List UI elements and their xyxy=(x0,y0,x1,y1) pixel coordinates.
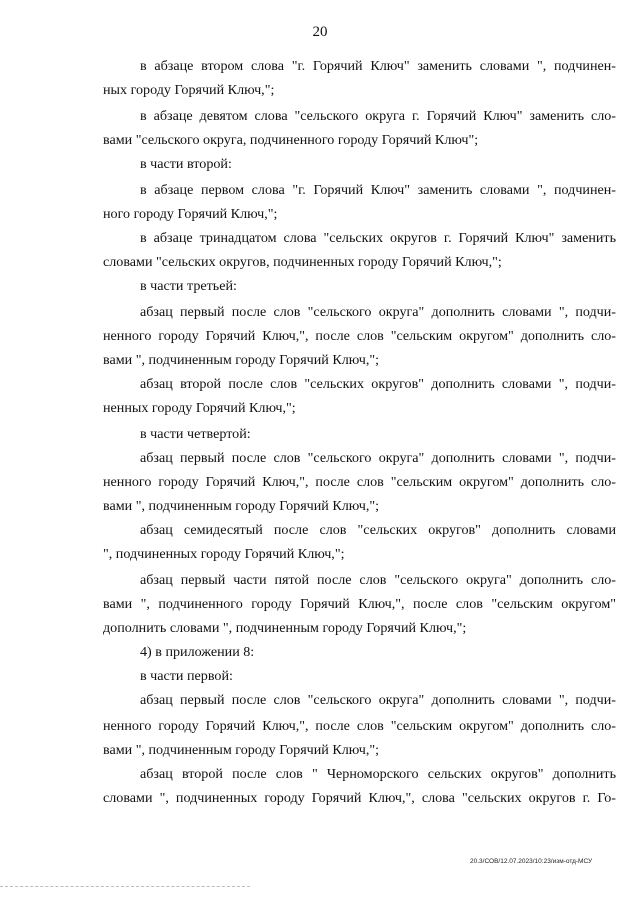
text-line: дополнить словами ", подчиненным городу Горячий Ключ,"; xyxy=(103,620,467,636)
text-line: в части первой: xyxy=(140,668,233,684)
text-line: в части четвертой: xyxy=(140,426,251,442)
text-line: абзац второй после слов "сельских округов" дополнить словами ", подчи- xyxy=(140,376,616,392)
text-line: 4) в приложении 8: xyxy=(140,644,255,660)
text-line: ", подчиненных городу Горячий Ключ,"; xyxy=(103,546,345,562)
text-line: словами "сельских округов, подчиненных городу Горячий Ключ,"; xyxy=(103,254,502,270)
text-line: абзац первый части пятой после слов "сельского округа" дополнить сло- xyxy=(140,572,616,588)
text-line: вами ", подчиненным городу Горячий Ключ,"; xyxy=(103,498,380,514)
text-line: абзац первый после слов "сельского округа" дополнить словами ", подчи- xyxy=(140,304,616,320)
document-code: 20.3/СОВ/12.07.2023/10:23/изм-отд-МСУ xyxy=(470,858,593,865)
text-line: в абзаце первом слова "г. Горячий Ключ" заменить словами ", подчинен- xyxy=(140,182,616,198)
text-line: в абзаце тринадцатом слова "сельских округов г. Горячий Ключ" заменить xyxy=(140,230,616,246)
page-number: 20 xyxy=(312,24,328,40)
text-line: ненного городу Горячий Ключ,", после слов "сельским округом" дополнить сло- xyxy=(103,328,616,344)
text-line: абзац первый после слов "сельского округа" дополнить словами ", подчи- xyxy=(140,450,616,466)
text-line: вами ", подчиненного городу Горячий Ключ,", после слов "сельским округом" xyxy=(103,596,616,612)
text-line: абзац первый после слов "сельского округа" дополнить словами ", подчи- xyxy=(140,692,616,708)
text-line: словами ", подчиненных городу Горячий Ключ,", слова "сельских округов г. Го- xyxy=(103,790,616,806)
text-line: в части третьей: xyxy=(140,278,237,294)
text-line: ненных городу Горячий Ключ,"; xyxy=(103,400,296,416)
text-line: вами "сельского округа, подчиненного городу Горячий Ключ"; xyxy=(103,132,479,148)
text-line: вами ", подчиненным городу Горячий Ключ,"; xyxy=(103,742,380,758)
text-line: абзац второй после слов " Черноморского сельских округов" дополнить xyxy=(140,766,616,782)
text-line: вами ", подчиненным городу Горячий Ключ,"; xyxy=(103,352,380,368)
text-line: в абзаце втором слова "г. Горячий Ключ" заменить словами ", подчинен- xyxy=(140,58,616,74)
text-line: ного городу Горячий Ключ,"; xyxy=(103,206,278,222)
text-line: в абзаце девятом слова "сельского округа г. Горячий Ключ" заменить сло- xyxy=(140,108,616,124)
text-line: ненного городу Горячий Ключ,", после слов "сельским округом" дополнить сло- xyxy=(103,474,616,490)
text-line: ненного городу Горячий Ключ,", после слов "сельским округом" дополнить сло- xyxy=(103,718,616,734)
scan-edge-divider xyxy=(0,886,250,887)
text-line: абзац семидесятый после слов "сельских округов" дополнить словами xyxy=(140,522,616,538)
text-line: ных городу Горячий Ключ,"; xyxy=(103,82,275,98)
text-line: в части второй: xyxy=(140,156,232,172)
